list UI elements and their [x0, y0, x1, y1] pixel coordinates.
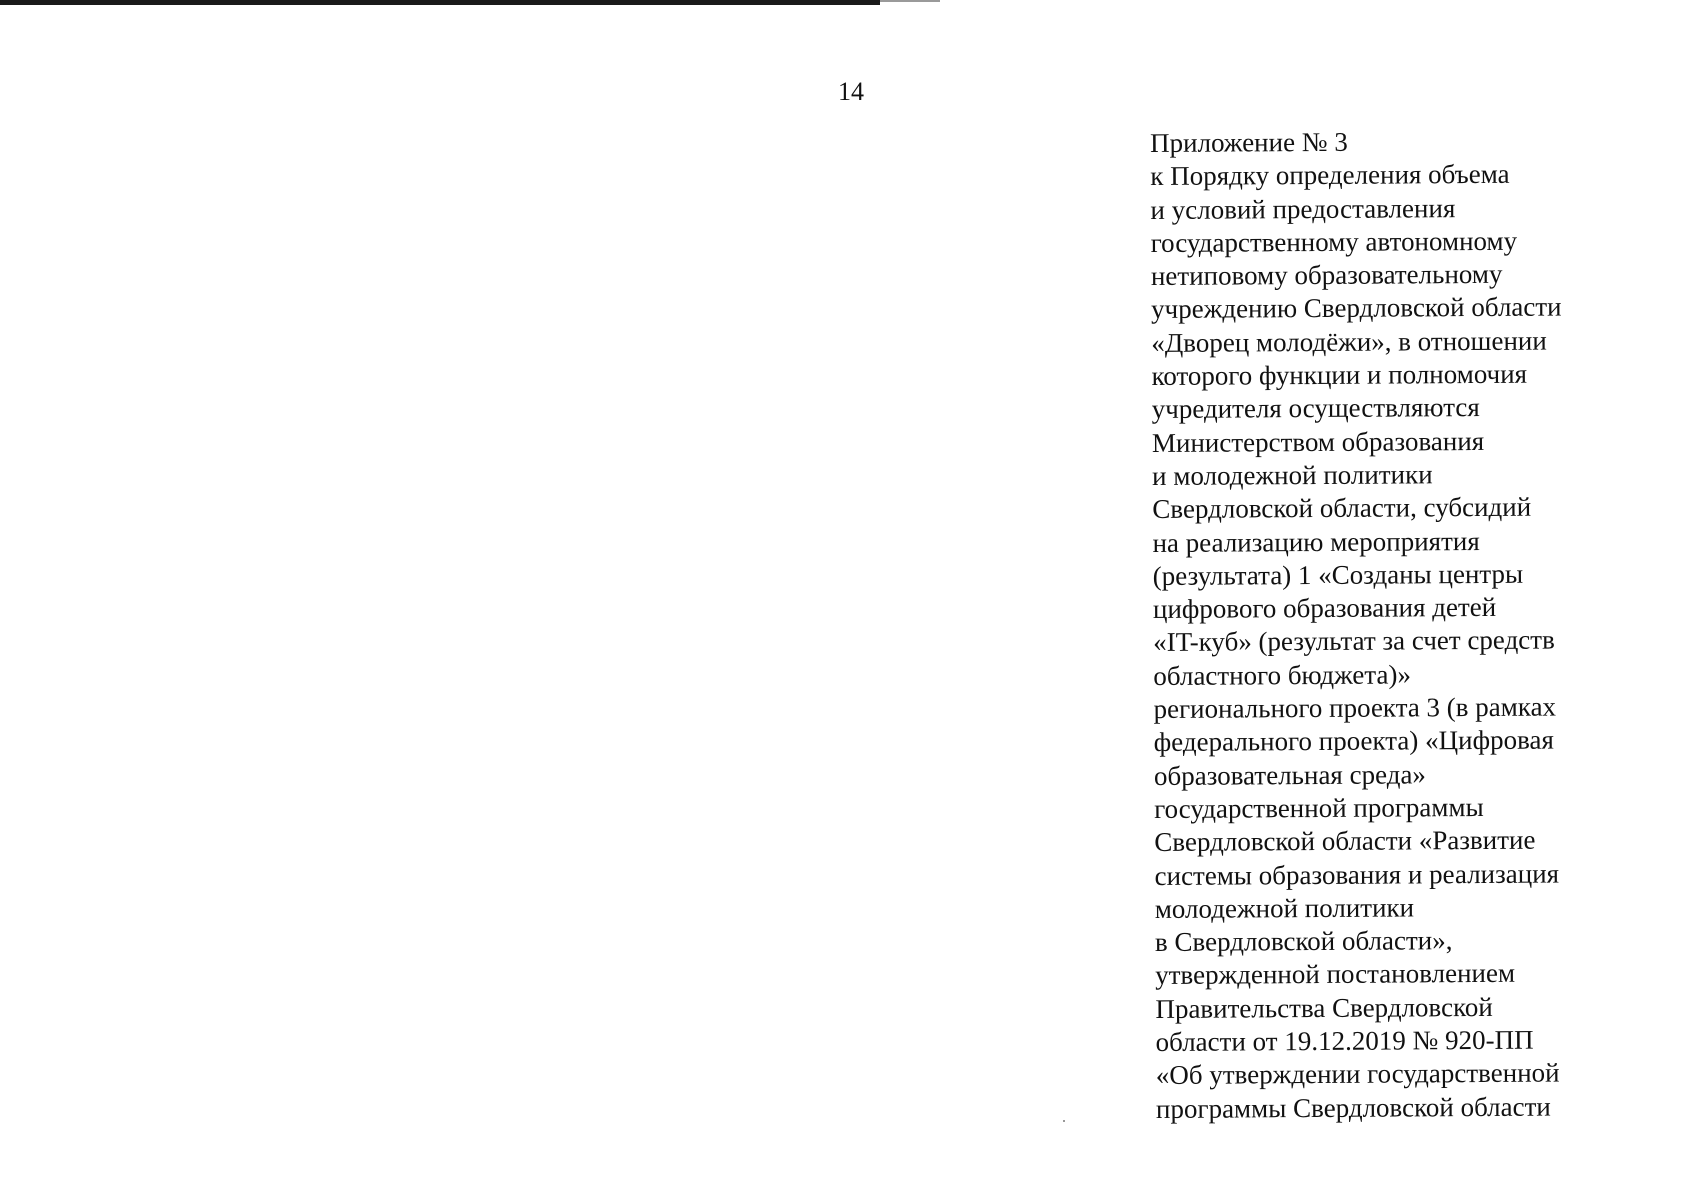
annex-line: «Дворец молодёжи», в отношении: [1151, 325, 1547, 358]
annex-line: государственному автономному: [1150, 225, 1518, 258]
annex-line: нетиповому образовательному: [1150, 259, 1503, 292]
annex-line: на реализацию мероприятия: [1152, 525, 1480, 558]
annex-line: в Свердловской области»,: [1154, 925, 1453, 958]
annex-line: федерального проекта) «Цифровая: [1153, 724, 1554, 758]
annex-line: Приложение № 3: [1150, 126, 1348, 158]
annex-line: Министерством образования: [1151, 425, 1485, 458]
annex-line: утвержденной постановлением: [1155, 958, 1516, 991]
annex-line: программы Свердловской области: [1155, 1091, 1551, 1124]
annex-line: системы образования и реализация: [1154, 858, 1560, 891]
annex-line: областного бюджета)»: [1153, 659, 1412, 691]
annex-line: образовательная среда»: [1153, 758, 1426, 791]
scan-speck: [1063, 1120, 1065, 1122]
annex-line: и условий предоставления: [1150, 192, 1456, 225]
page-number: 14: [838, 77, 864, 106]
annex-line: Свердловской области, субсидий: [1152, 491, 1532, 525]
annex-line: молодежной политики: [1154, 892, 1415, 924]
annex-line: учредителя осуществляются: [1151, 392, 1480, 425]
annex-line: учреждению Свердловской области: [1151, 291, 1562, 325]
annex-line: к Порядку определения объема: [1150, 159, 1510, 192]
annex-line: (результата) 1 «Созданы центры: [1152, 558, 1524, 591]
annex-line: и молодежной политики: [1152, 459, 1433, 491]
scan-top-edge-fade: [880, 0, 940, 2]
annex-line: цифрового образования детей: [1152, 592, 1497, 625]
annex-line: «Об утверждении государственной: [1155, 1057, 1560, 1091]
annex-line: области от 19.12.2019 № 920-ПП: [1155, 1024, 1534, 1057]
annex-line: которого функции и полномочия: [1151, 358, 1528, 392]
scan-top-edge: [0, 0, 880, 5]
annex-line: «IT-куб» (результат за счет средств: [1153, 624, 1555, 658]
annex-line: регионального проекта 3 (в рамках: [1153, 691, 1557, 725]
annex-line: Правительства Свердловской: [1155, 991, 1493, 1024]
annex-heading-block: [1150, 124, 1676, 1126]
annex-line: Свердловской области «Развитие: [1154, 824, 1536, 858]
annex-line: государственной программы: [1154, 791, 1484, 824]
